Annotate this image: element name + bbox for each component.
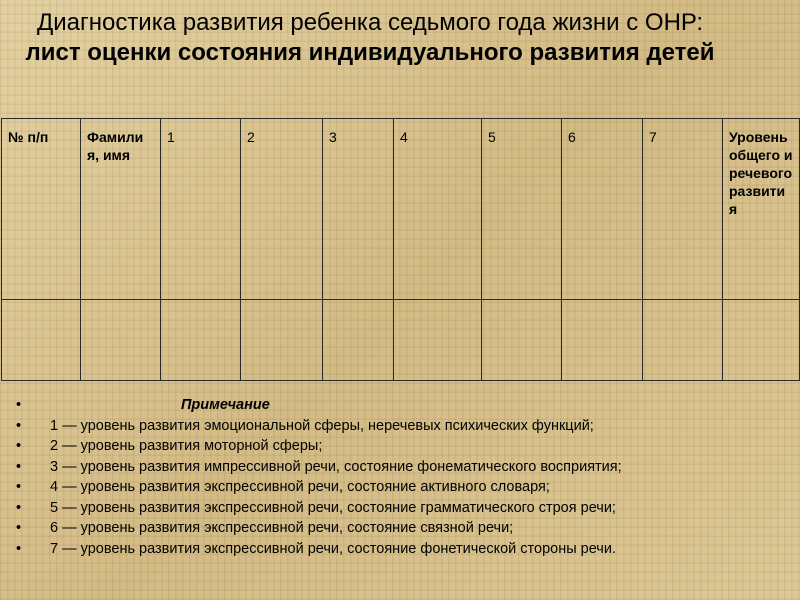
title-bold-text: лист оценки состояния индивидуального развития детей (25, 39, 715, 66)
list-item (16, 477, 786, 498)
header-criterion-1: 1 (161, 119, 241, 300)
bullet-icon: • (16, 397, 22, 413)
header-criterion-2: 2 (241, 119, 323, 300)
header-name: Фамилия, имя (81, 119, 161, 300)
table-row (2, 300, 800, 381)
notes-heading: Примечание (181, 397, 270, 413)
table-cell (81, 300, 161, 381)
note-text: 2 — уровень развития моторной сферы; (50, 438, 323, 454)
note-text: 6 — уровень развития экспрессивной речи, состояние связной речи; (50, 520, 514, 536)
note-text: 7 — уровень развития экспрессивной речи, состояние фонетической стороны речи. (50, 540, 616, 557)
table-cell (241, 300, 323, 381)
list-item (16, 436, 786, 457)
table-cell (2, 300, 81, 381)
list-item (16, 457, 786, 478)
list-item (16, 498, 786, 519)
bullet-icon: • (16, 458, 22, 475)
header-criterion-3: 3 (323, 119, 394, 300)
table-cell (723, 300, 800, 381)
table-cell (562, 300, 643, 381)
table-cell (394, 300, 482, 381)
table-cell (643, 300, 723, 381)
list-item (16, 416, 786, 437)
header-criterion-6: 6 (562, 119, 643, 300)
notes-list (16, 395, 786, 559)
note-text: 4 — уровень развития экспрессивной речи, состояние активного словаря; (50, 479, 550, 495)
list-item (16, 518, 786, 539)
table-cell (161, 300, 241, 381)
bullet-icon: • (16, 479, 22, 495)
header-criterion-4: 4 (394, 119, 482, 300)
table-header-row (2, 119, 800, 300)
bullet-icon: • (16, 499, 22, 516)
header-criterion-7: 7 (643, 119, 723, 300)
header-number: № п/п (2, 119, 81, 300)
bullet-icon: • (16, 520, 22, 536)
bullet-icon: • (16, 540, 22, 557)
note-text: 5 — уровень развития экспрессивной речи, состояние грамматического строя речи; (50, 499, 616, 516)
header-criterion-5: 5 (482, 119, 562, 300)
table-cell (323, 300, 394, 381)
note-text: 3 — уровень развития импрессивной речи, состояние фонематического восприятия; (50, 458, 622, 475)
bullet-icon: • (16, 417, 22, 434)
page-title (10, 8, 730, 68)
header-level: Уровень общего и речевого развития (723, 119, 800, 300)
table-cell (482, 300, 562, 381)
title-text: Диагностика развития ребенка седьмого года жизни с ОНР: (36, 9, 704, 36)
bullet-icon: • (16, 438, 22, 454)
note-text: 1 — уровень развития эмоциональной сферы, неречевых психических функций; (50, 417, 594, 434)
notes-heading-item (16, 395, 786, 416)
assessment-table (1, 118, 800, 381)
list-item (16, 539, 786, 560)
